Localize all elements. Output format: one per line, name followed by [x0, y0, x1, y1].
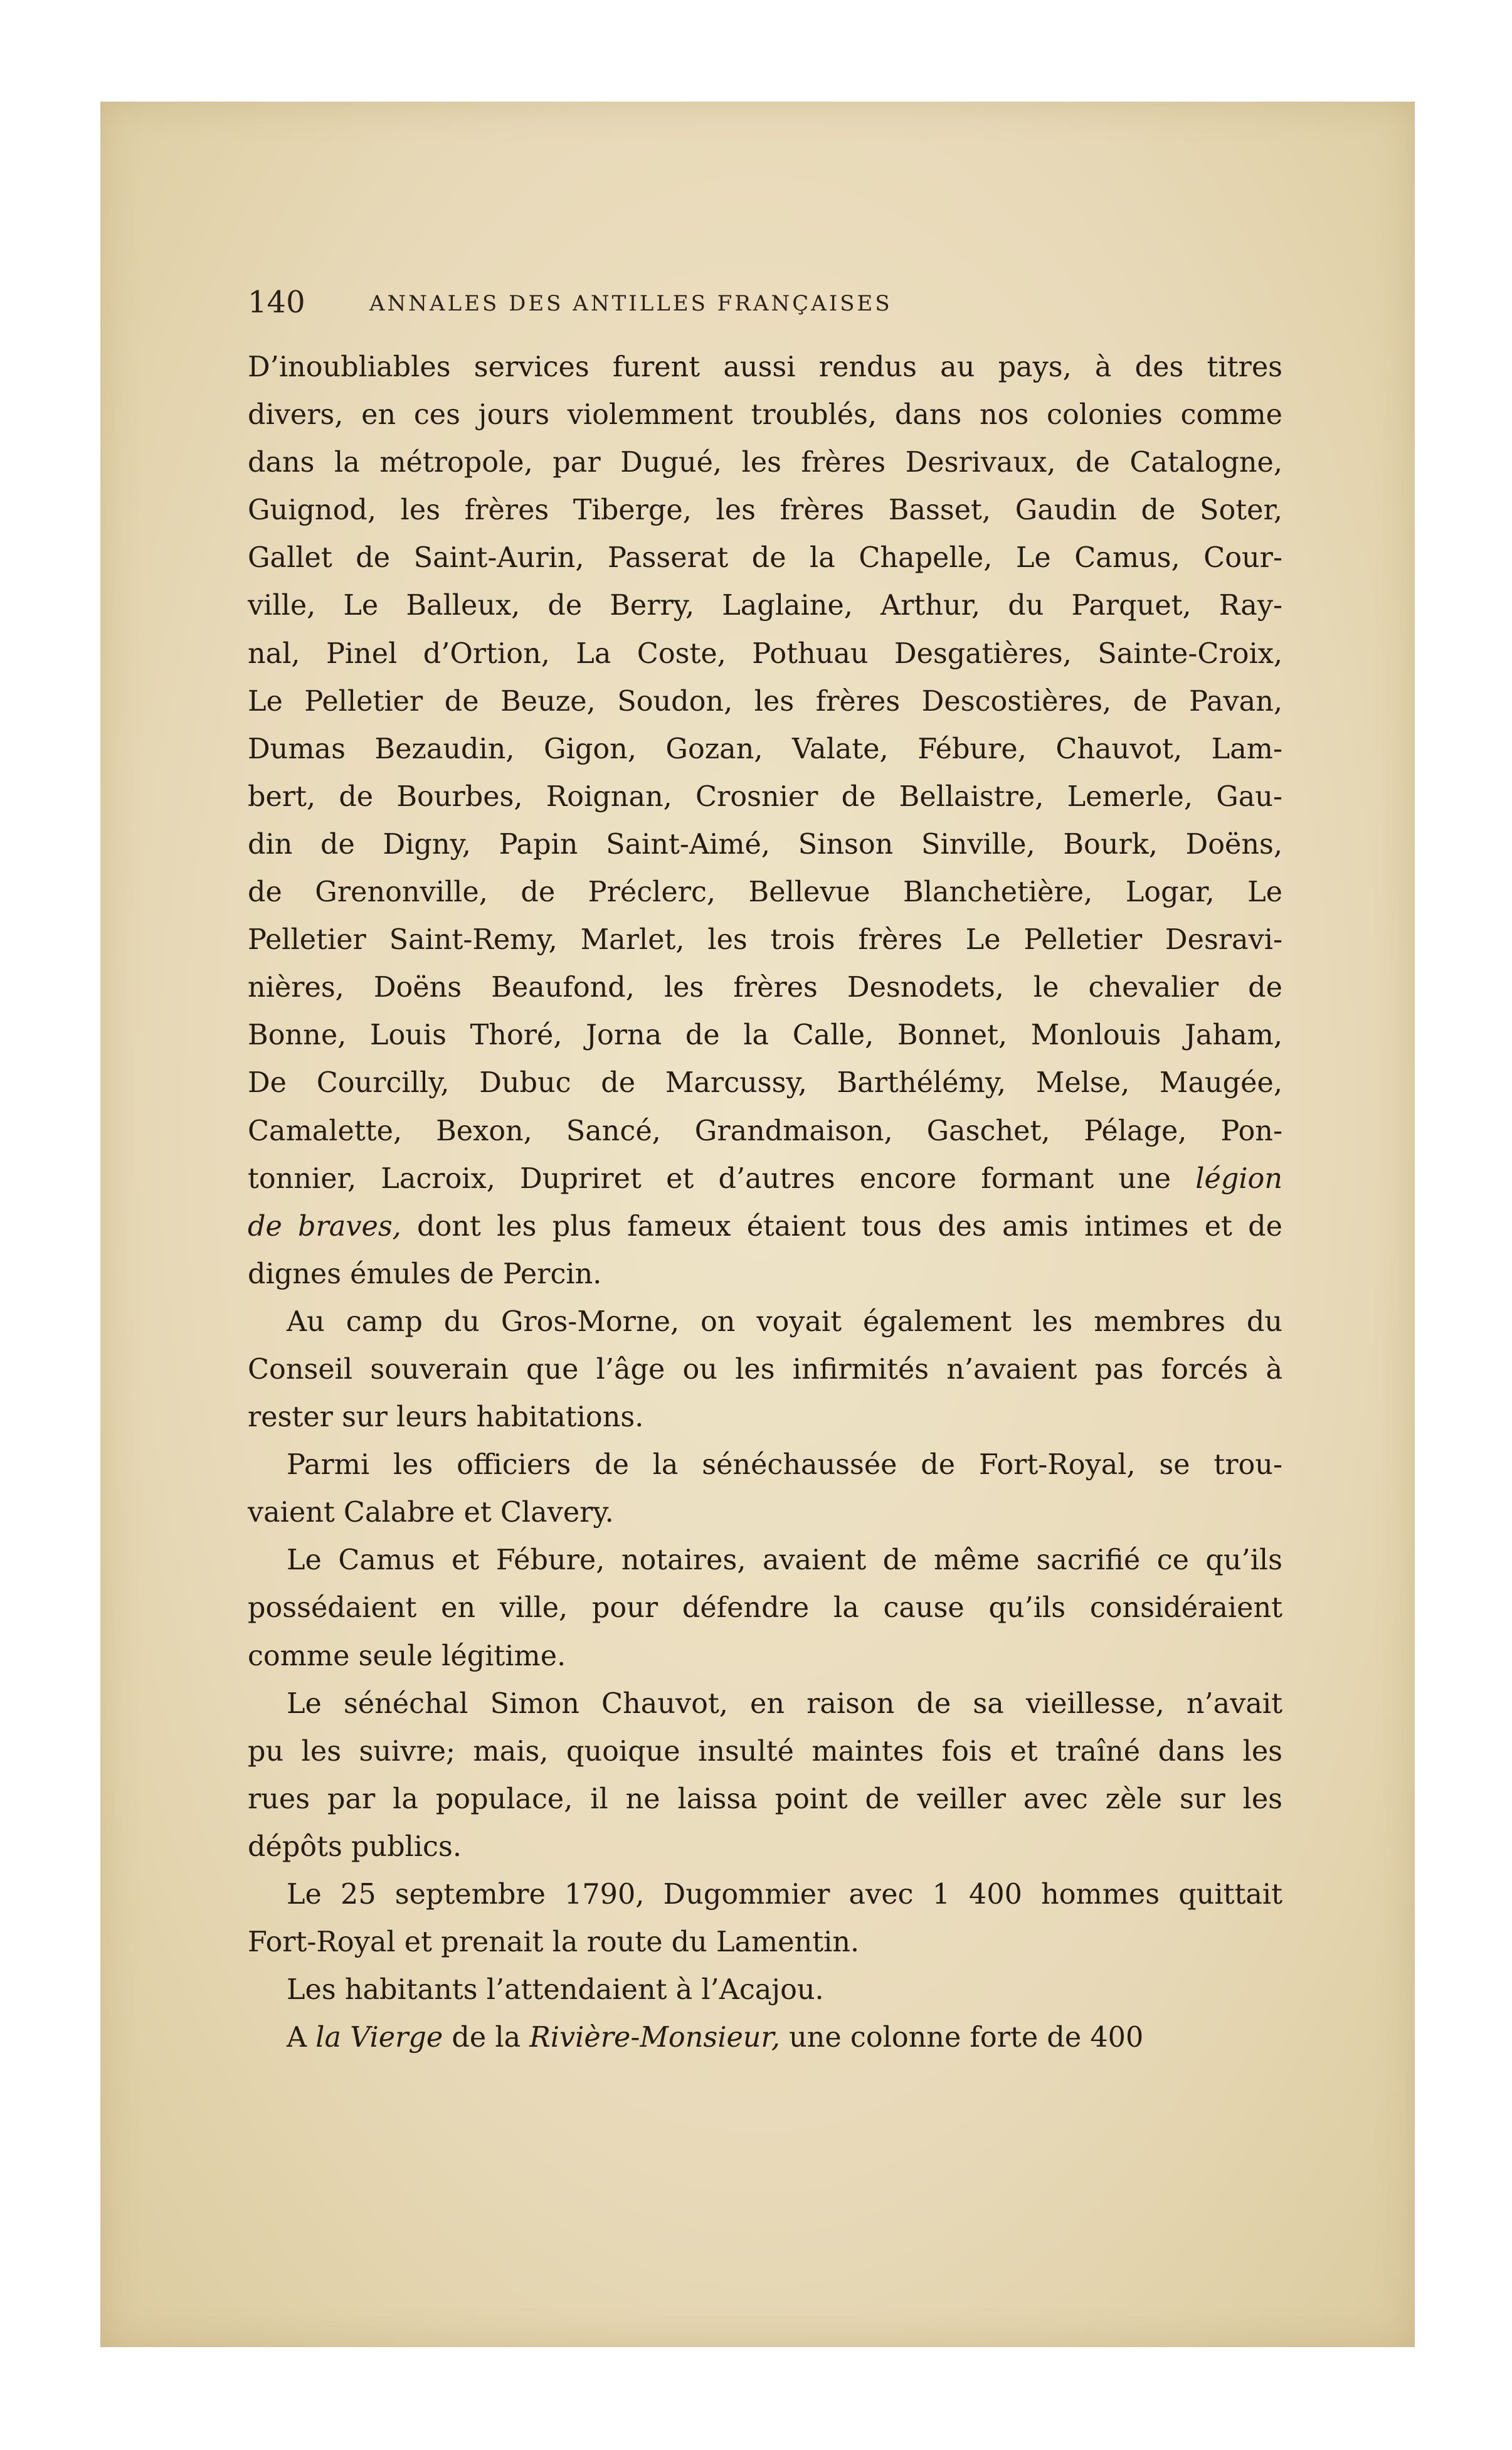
- page-header: [248, 284, 1282, 321]
- text-line: dans la métropole, par Dugué, les frères Desrivaux, de Catalogne,: [248, 447, 1282, 479]
- text-line: pu les suivre; mais, quoique insulté maintes fois et traîné dans les: [248, 1735, 1282, 1768]
- text-line: Guignod, les frères Tiberge, les frères Basset, Gaudin de Soter,: [248, 494, 1282, 527]
- text-line: Gallet de Saint-Aurin, Passerat de la Chapelle, Le Camus, Cour-: [248, 542, 1282, 575]
- text-line: Conseil souverain que l’âge ou les infirmités n’avaient pas forcés à: [248, 1353, 1282, 1386]
- text-line: De Courcilly, Dubuc de Marcussy, Barthélémy, Melse, Maugée,: [248, 1067, 1282, 1100]
- text-line: bert, de Bourbes, Roignan, Crosnier de Bellaistre, Lemerle, Gau-: [248, 780, 1282, 813]
- text-line: A la Vierge de la Rivière-Monsieur, une colonne forte de 400: [287, 2022, 1144, 2054]
- text-line: Le sénéchal Simon Chauvot, en raison de sa vieillesse, n’avait: [287, 1687, 1282, 1720]
- text-line: Le 25 septembre 1790, Dugommier avec 1 400 hommes quittait: [287, 1879, 1282, 1911]
- text-line: Camalette, Bexon, Sancé, Grandmaison, Gaschet, Pélage, Pon-: [248, 1115, 1282, 1147]
- text-line: Au camp du Gros-Morne, on voyait également les membres du: [287, 1305, 1282, 1338]
- text-line: Le Pelletier de Beuze, Soudon, les frères Descostières, de Pavan,: [248, 685, 1282, 718]
- text-line: dépôts publics.: [248, 1830, 462, 1863]
- text-line: vaient Calabre et Clavery.: [248, 1497, 614, 1529]
- text-line: dignes émules de Percin.: [248, 1258, 602, 1290]
- text-line: rester sur leurs habitations.: [248, 1401, 644, 1434]
- text-line: divers, en ces jours violemment troublés, dans nos colonies comme: [248, 399, 1282, 432]
- body-text: [248, 344, 1282, 2062]
- text-line: Parmi les officiers de la sénéchaussée de Fort-Royal, se trou-: [287, 1449, 1282, 1482]
- text-line: tonnier, Lacroix, Dupriret et d’autres encore formant une légion: [248, 1162, 1282, 1195]
- text-line: D’inoubliables services furent aussi rendus au pays, à des titres: [248, 351, 1282, 383]
- page-number: 140: [248, 285, 305, 320]
- text-line: comme seule légitime.: [248, 1640, 566, 1672]
- text-line: Les habitants l’attendaient à l’Acajou.: [287, 1974, 824, 2007]
- running-title: ANNALES DES ANTILLES FRANÇAISES: [369, 291, 892, 316]
- text-line: Bonne, Louis Thoré, Jorna de la Calle, Bonnet, Monlouis Jaham,: [248, 1019, 1282, 1052]
- text-line: ville, Le Balleux, de Berry, Laglaine, Arthur, du Parquet, Ray-: [248, 590, 1282, 622]
- text-line: rues par la populace, il ne laissa point de veiller avec zèle sur les: [248, 1783, 1282, 1815]
- text-line: din de Digny, Papin Saint-Aimé, Sinson Sinville, Bourk, Doëns,: [248, 828, 1282, 861]
- text-line: Le Camus et Fébure, notaires, avaient de même sacrifié ce qu’ils: [287, 1544, 1282, 1577]
- text-line: nières, Doëns Beaufond, les frères Desnodets, le chevalier de: [248, 972, 1282, 1004]
- text-line: de braves, dont les plus fameux étaient tous des amis intimes et de: [248, 1210, 1282, 1243]
- text-line: de Grenonville, de Préclerc, Bellevue Blanchetière, Logar, Le: [248, 876, 1282, 909]
- text-line: possédaient en ville, pour défendre la cause qu’ils considéraient: [248, 1592, 1282, 1625]
- text-line: Fort-Royal et prenait la route du Lamentin.: [248, 1926, 860, 1959]
- text-line: nal, Pinel d’Ortion, La Coste, Pothuau Desgatières, Sainte-Croix,: [248, 637, 1282, 670]
- text-line: Dumas Bezaudin, Gigon, Gozan, Valate, Fébure, Chauvot, Lam-: [248, 733, 1282, 765]
- text-line: Pelletier Saint-Remy, Marlet, les trois frères Le Pelletier Desravi-: [248, 924, 1282, 957]
